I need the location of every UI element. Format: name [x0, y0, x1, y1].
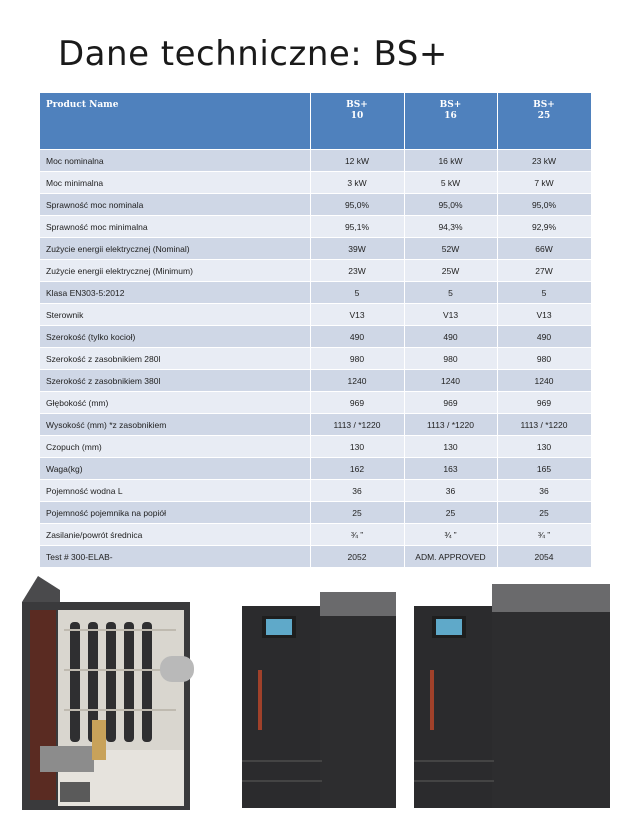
row-value: 5	[310, 282, 404, 304]
row-value: 165	[497, 458, 591, 480]
row-label: Szerokość z zasobnikiem 380l	[40, 370, 310, 392]
row-value: 2054	[497, 546, 591, 568]
row-label: Szerokość z zasobnikiem 280l	[40, 348, 310, 370]
row-value: 7 kW	[497, 172, 591, 194]
row-value: 95,0%	[497, 194, 591, 216]
row-value: 2052	[310, 546, 404, 568]
row-value: 25	[404, 502, 497, 524]
row-value: 36	[310, 480, 404, 502]
row-value: 1113 / *1220	[310, 414, 404, 436]
row-value: 490	[310, 326, 404, 348]
row-label: Zużycie energii elektrycznej (Nominal)	[40, 238, 310, 260]
row-label: Waga(kg)	[40, 458, 310, 480]
row-value: 1240	[497, 370, 591, 392]
row-value: ¾ ”	[497, 524, 591, 546]
table-row	[40, 194, 591, 216]
row-value: 39W	[310, 238, 404, 260]
table-header-row	[40, 93, 591, 150]
table-row	[40, 458, 591, 480]
row-value: 1113 / *1220	[497, 414, 591, 436]
header-model-16: BS+ 16	[404, 93, 497, 150]
row-value: 969	[497, 392, 591, 414]
row-value: V13	[310, 304, 404, 326]
row-value: 23 kW	[497, 150, 591, 172]
table-row	[40, 304, 591, 326]
row-value: 980	[497, 348, 591, 370]
row-value: 1113 / *1220	[404, 414, 497, 436]
product-photos	[0, 570, 625, 817]
table-row	[40, 392, 591, 414]
row-label: Zasilanie/powrót średnica	[40, 524, 310, 546]
table-row	[40, 150, 591, 172]
row-value: 130	[404, 436, 497, 458]
table-row	[40, 414, 591, 436]
header-model-25: BS+ 25	[497, 93, 591, 150]
row-value: ¾ ”	[310, 524, 404, 546]
row-value: V13	[497, 304, 591, 326]
row-label: Głębokość (mm)	[40, 392, 310, 414]
row-value: 92,9%	[497, 216, 591, 238]
row-label: Szerokość (tylko kocioł)	[40, 326, 310, 348]
page-title: Dane techniczne: BS+	[58, 34, 448, 74]
row-value: 95,1%	[310, 216, 404, 238]
spec-table	[40, 93, 592, 567]
row-label: Wysokość (mm) *z zasobnikiem	[40, 414, 310, 436]
row-label: Sprawność moc minimalna	[40, 216, 310, 238]
row-value: 490	[404, 326, 497, 348]
row-value: 5	[404, 282, 497, 304]
row-value: 969	[310, 392, 404, 414]
row-value: V13	[404, 304, 497, 326]
row-label: Moc nominalna	[40, 150, 310, 172]
row-value: 490	[497, 326, 591, 348]
header-product-name: Product Name	[40, 93, 310, 150]
row-value: 52W	[404, 238, 497, 260]
row-label: Czopuch (mm)	[40, 436, 310, 458]
boiler-bs25-image	[414, 584, 610, 808]
row-value: 980	[310, 348, 404, 370]
row-label: Test # 300-ELAB-	[40, 546, 310, 568]
table-row	[40, 370, 591, 392]
boiler-bs10-image	[242, 592, 396, 808]
table-row	[40, 480, 591, 502]
row-value: 163	[404, 458, 497, 480]
table-row	[40, 546, 591, 568]
table-row	[40, 502, 591, 524]
row-value: ADM. APPROVED	[404, 546, 497, 568]
row-value: 1240	[404, 370, 497, 392]
row-value: 162	[310, 458, 404, 480]
row-value: 23W	[310, 260, 404, 282]
table-row	[40, 436, 591, 458]
row-value: 5	[497, 282, 591, 304]
row-value: 25W	[404, 260, 497, 282]
table-row	[40, 348, 591, 370]
row-label: Moc minimalna	[40, 172, 310, 194]
table-row	[40, 216, 591, 238]
row-label: Pojemność wodna L	[40, 480, 310, 502]
row-value: 95,0%	[404, 194, 497, 216]
row-value: 969	[404, 392, 497, 414]
boiler-cutaway-image	[22, 576, 194, 810]
row-value: 16 kW	[404, 150, 497, 172]
row-label: Sterownik	[40, 304, 310, 326]
row-value: 25	[497, 502, 591, 524]
row-value: 36	[497, 480, 591, 502]
row-label: Klasa EN303-5:2012	[40, 282, 310, 304]
row-value: 66W	[497, 238, 591, 260]
row-value: 95,0%	[310, 194, 404, 216]
row-label: Sprawność moc nominala	[40, 194, 310, 216]
row-value: ¾ ”	[404, 524, 497, 546]
row-value: 27W	[497, 260, 591, 282]
row-value: 12 kW	[310, 150, 404, 172]
table-row	[40, 238, 591, 260]
table-row	[40, 282, 591, 304]
row-value: 94,3%	[404, 216, 497, 238]
row-label: Zużycie energii elektrycznej (Minimum)	[40, 260, 310, 282]
table-row	[40, 260, 591, 282]
row-label: Pojemność pojemnika na popiół	[40, 502, 310, 524]
row-value: 130	[497, 436, 591, 458]
header-model-10: BS+ 10	[310, 93, 404, 150]
table-row	[40, 326, 591, 348]
table-row	[40, 524, 591, 546]
row-value: 1240	[310, 370, 404, 392]
row-value: 5 kW	[404, 172, 497, 194]
row-value: 36	[404, 480, 497, 502]
table-row	[40, 172, 591, 194]
row-value: 25	[310, 502, 404, 524]
row-value: 980	[404, 348, 497, 370]
row-value: 130	[310, 436, 404, 458]
row-value: 3 kW	[310, 172, 404, 194]
